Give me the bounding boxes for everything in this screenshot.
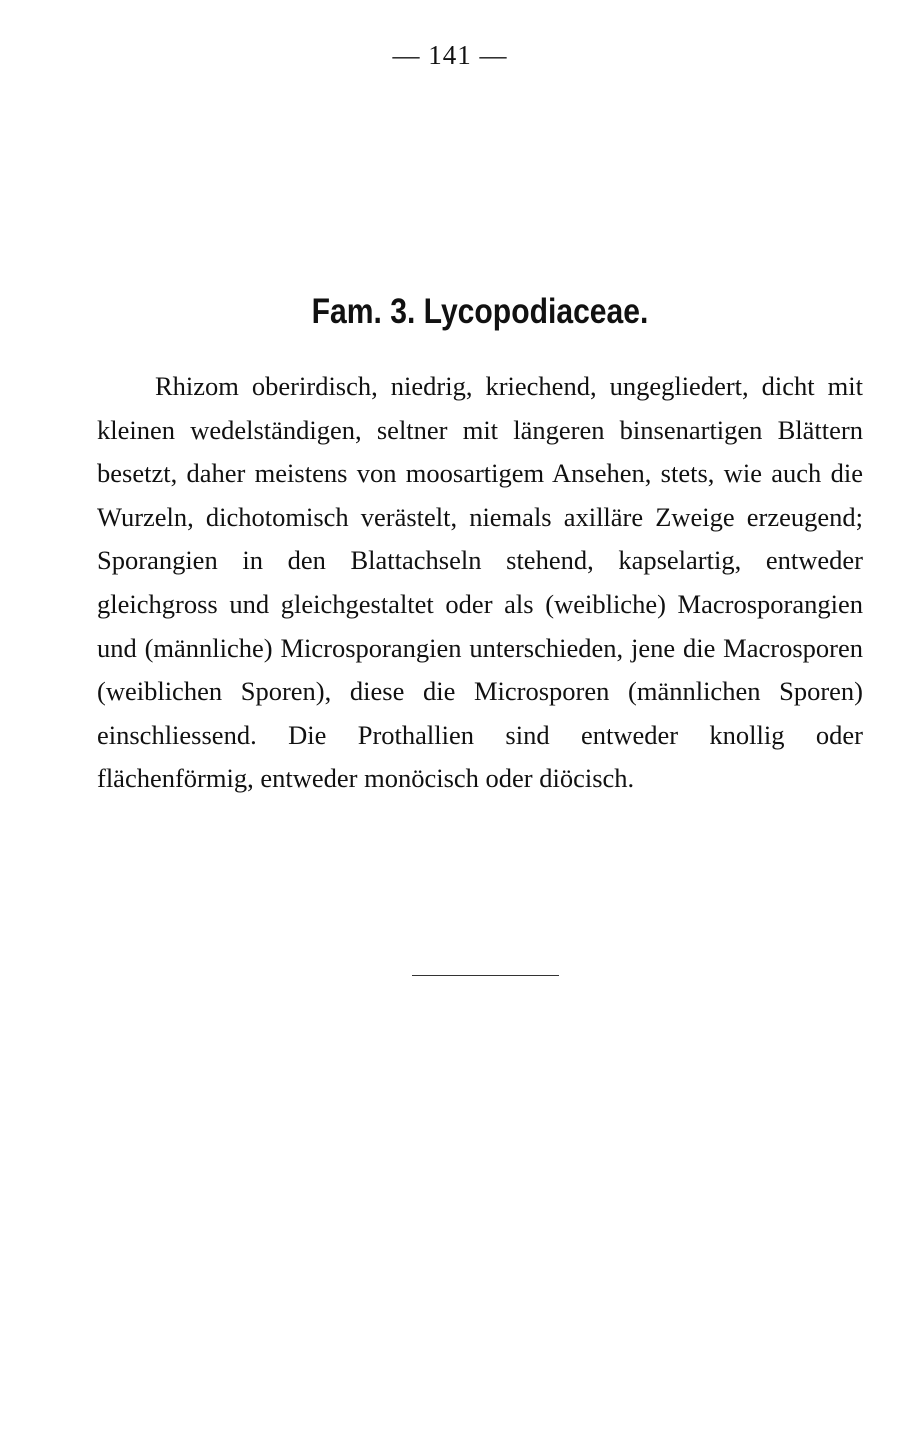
section-heading: Fam. 3. Lycopodiaceae. — [311, 292, 649, 331]
section-divider — [412, 975, 559, 976]
page-number: — 141 — — [392, 40, 508, 70]
body-paragraph: Rhizom oberirdisch, niedrig, kriechend, ungegliedert, dicht mit kleinen wedelständigen, seltner mit längeren binsenartigen Blättern besetzt, daher meistens von moosartigem Ansehen, stets, wie auch die Wurzeln, dichotomisch verästelt, niemals axilläre Zweige erzeugend; Sporangien in den Blattachseln stehend, kapselartig, entweder gleichgross und gleichgestaltet oder als (weibliche) Macrosporangien und (männliche) Microsporangien unterschieden, jene die Macrosporen (weiblichen Sporen), diese die Microsporen (männlichen Sporen) einschliessend. Die Prothallien sind entweder knollig oder flächenförmig, entweder monöcisch oder diöcisch. — [97, 371, 863, 794]
